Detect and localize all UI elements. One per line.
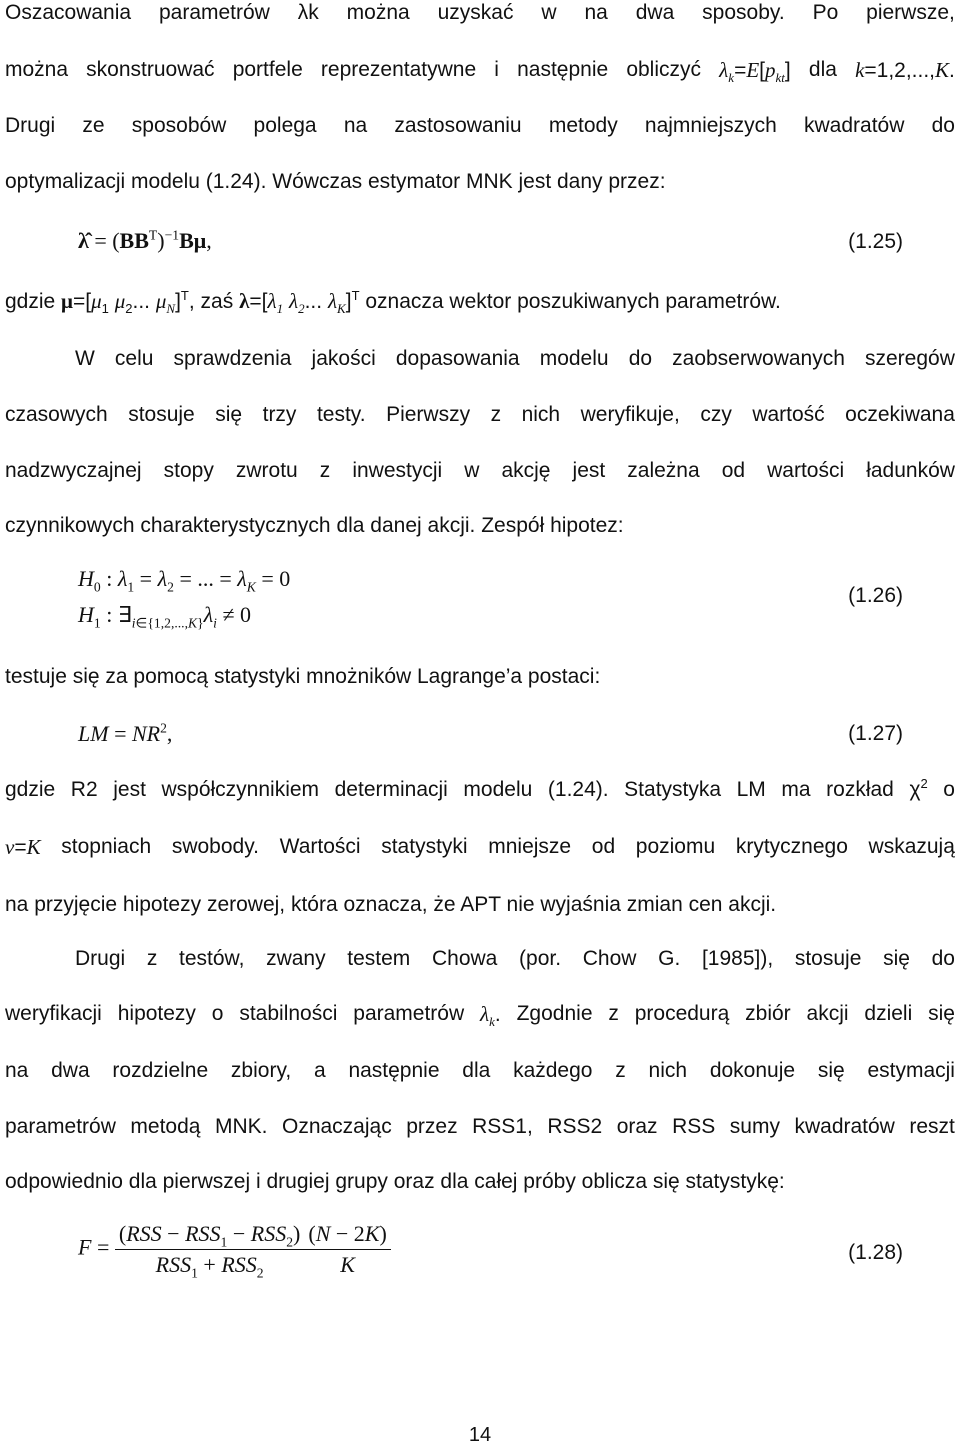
hypothesis-h0: $H_0$ : $\lambda_1 = \lambda_2$ = ... = $\lambda_K = 0$ (78, 566, 291, 595)
text-line: czasowych stosuje się trzy testy. Pierwszy z nich weryfikuje, czy wartość oczekiwana (5, 403, 955, 426)
equation-number: (1.28) (848, 1241, 903, 1264)
equation-1-25: λ̂ = $(BB^T)^{-1}B\mu$, (78, 227, 212, 253)
equation-1-28: F = $\frac{(RSS - RSS_1 - RSS_2)}{RSS_1 + RSS_2}$ $\frac{(N - 2K)}{K}$ (78, 1221, 391, 1278)
text-line: na dwa rozdzielne zbiory, a następnie dla każdego z nich dokonuje się estymacji (5, 1059, 955, 1082)
text-line: parametrów metodą MNK. Oznaczając przez RSS1, RSS2 oraz RSS sumy kwadratów reszt (5, 1115, 955, 1138)
page-number: 14 (468, 1424, 492, 1446)
text-line: na przyjęcie hipotezy zerowej, która oznacza, że APT nie wyjaśnia zmian cen akcji. (5, 893, 777, 916)
equation-number: (1.26) (848, 584, 903, 607)
equation-number: (1.25) (848, 230, 903, 253)
text-line: czynnikowych charakterystycznych dla danej akcji. Zespół hipotez: (5, 514, 624, 537)
text-line: odpowiednio dla pierwszej i drugiej grupy oraz dla całej próby oblicza się statystykę: (5, 1170, 785, 1193)
text-line: W celu sprawdzenia jakości dopasowania modelu do zaobserwowanych szeregów (75, 347, 955, 370)
text-line: Oszacowania parametrów λk można uzyskać w na dwa sposoby. Po pierwsze, (5, 1, 955, 24)
text-line: testuje się za pomocą statystyki mnożników Lagrange’a postaci: (5, 665, 601, 688)
hypothesis-h1: $H_1$ : $\exists_{i\in\{1,2,...,K\}}\lambda_i \ne 0$ (78, 602, 252, 631)
text-line: gdzie $\mu=[\mu_1$ $\mu_2$... $\mu_N]^T$, zaś $\lambda=[\lambda_1$ $\lambda_2$... $\lambda_K]^T$ oznacza wektor poszukiwanych parametrów. (5, 288, 781, 317)
text-line: gdzie R2 jest współczynnikiem determinacji modelu (1.24). Statystyka LM ma rozkład $\chi^2$ o (5, 776, 955, 801)
text-line: ν=K stopniach swobody. Wartości statystyki mniejsze od poziomu krytycznego wskazują (5, 835, 955, 859)
text-line: Drugi ze sposobów polega na zastosowaniu metody najmniejszych kwadratów do (5, 114, 955, 137)
text-line: Drugi z testów, zwany testem Chowa (por. Chow G. [1985]), stosuje się do (75, 947, 955, 970)
equation-1-27: LM = $NR^2$, (78, 720, 173, 746)
text-line: można skonstruować portfele reprezentatywne i następnie obliczyć $\lambda_k=E[p_{kt}]$ dla k=1,2,...,K. (5, 58, 955, 86)
text-line: weryfikacji hipotezy o stabilności parametrów $\lambda_k$. Zgodnie z procedurą zbiór akcji dzieli się (5, 1002, 955, 1030)
equation-number: (1.27) (848, 722, 903, 745)
text-line: nadzwyczajnej stopy zwrotu z inwestycji w akcję jest zależna od wartości ładunków (5, 459, 955, 482)
text-line: optymalizacji modelu (1.24). Wówczas estymator MNK jest dany przez: (5, 170, 666, 193)
